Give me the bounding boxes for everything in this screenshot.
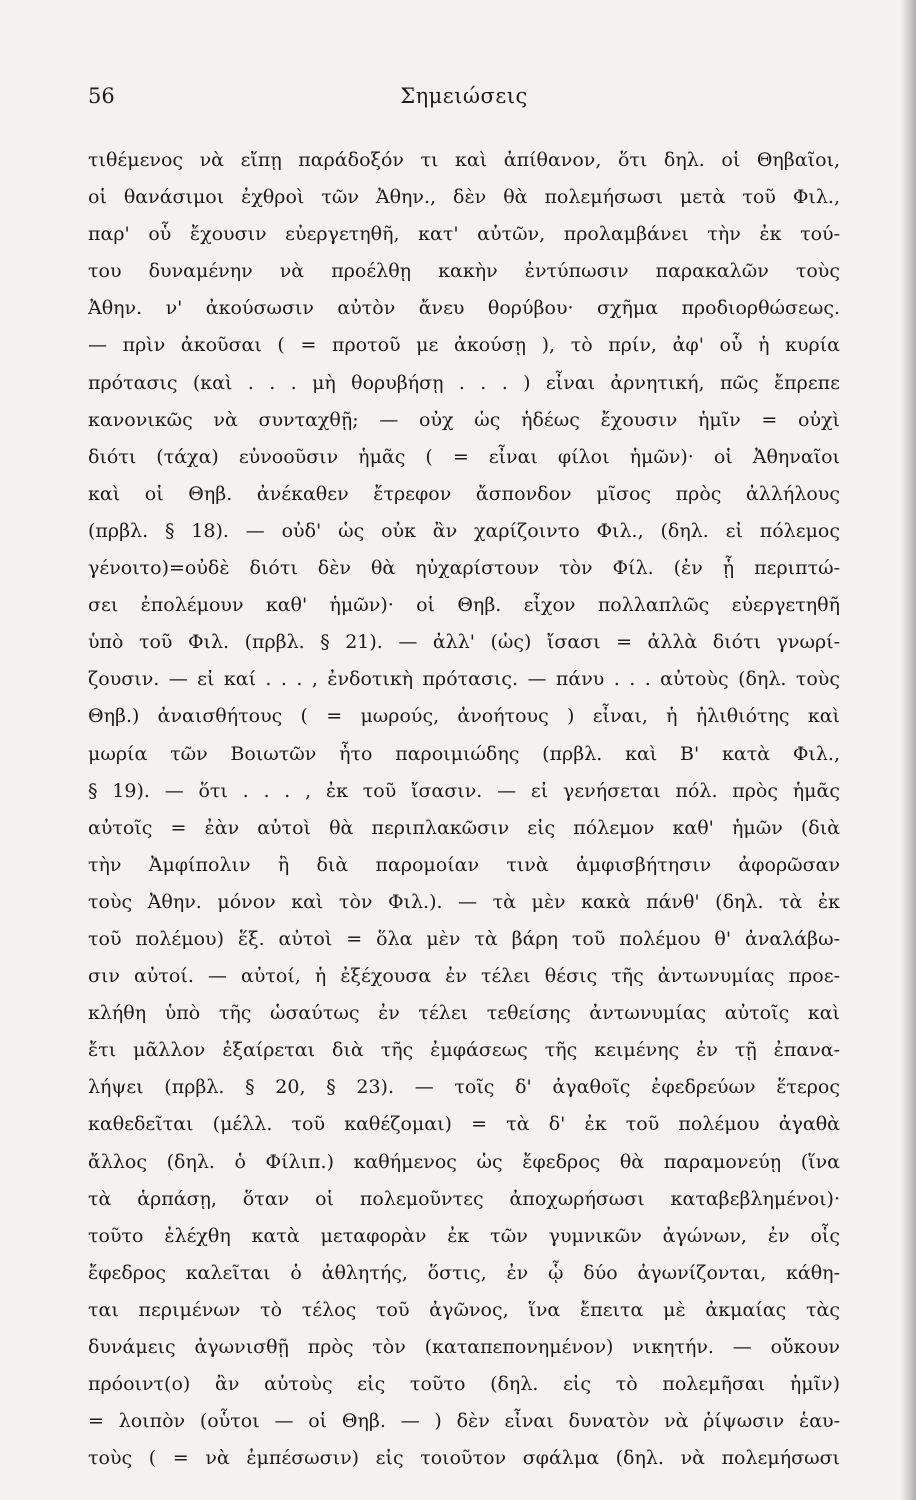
text-line: ἄλλος (δηλ. ὁ Φίλιπ.) καθήμενος ὡς ἔφεδρος θὰ παραμονεύῃ (ἵνα xyxy=(88,1150,840,1173)
text-line: καὶ οἱ Θηβ. ἀνέκαθεν ἔτρεφον ἄσπονδον μῖσος πρὸς ἀλλήλους xyxy=(88,482,840,505)
text-line: λήψει (πρβλ. § 20, § 23). — τοῖς δ' ἀγαθοῖς ἐφεδρεύων ἕτερος xyxy=(88,1076,840,1099)
text-line: δυνάμεις ἀγωνισθῇ πρὸς τὸν (καταπεπονημένον) νικητήν. — οὔκουν xyxy=(88,1336,840,1358)
page-number: 56 xyxy=(88,84,115,108)
text-line: τοὺς Ἀθην. μόνον καὶ τὸν Φιλ.). — τὰ μὲν κακὰ πάνθ' (δηλ. τὰ ἐκ xyxy=(88,890,840,913)
page-header xyxy=(88,78,840,114)
text-line: καθεδεῖται (μέλλ. τοῦ καθέζομαι) = τὰ δ' ἐκ τοῦ πολέμου ἀγαθὰ xyxy=(88,1113,840,1136)
text-line: τοῦ πολέμου) ἕξ. αὐτοὶ = ὅλα μὲν τὰ βάρη τοῦ πολέμου θ' ἀναλάβω- xyxy=(88,927,840,950)
text-line: σιν αὐτοί. — αὐτοί, ἡ ἐξέχουσα ἐν τέλει θέσις τῆς ἀντωνυμίας προε- xyxy=(88,965,840,988)
text-line: οἱ θανάσιμοι ἐχθροὶ τῶν Ἀθην., δὲν θὰ πολεμήσωσι μετὰ τοῦ Φιλ., xyxy=(88,186,840,209)
running-title: Σημειώσεις xyxy=(400,84,528,108)
text-line: τιθέμενος νὰ εἴπῃ παράδοξόν τι καὶ ἀπίθανον, ὅτι δηλ. οἱ Θηβαῖοι, xyxy=(88,149,840,171)
text-line: ἔτι μᾶλλον ἐξαίρεται διὰ τῆς ἐμφάσεως τῆς κειμένης ἐν τῇ ἐπανα- xyxy=(88,1039,840,1062)
text-line: τὴν Ἀμφίπολιν ἢ διὰ παρομοίαν τινὰ ἀμφισβήτησιν ἀφορῶσαν xyxy=(88,853,840,876)
text-line: τοῦτο ἐλέχθη κατὰ μεταφορὰν ἐκ τῶν γυμνικῶν ἀγώνων, ἐν οἷς xyxy=(88,1224,840,1247)
text-line: ὑπὸ τοῦ Φιλ. (πρβλ. § 21). — ἀλλ' (ὡς) ἴσασι = ἀλλὰ διότι γνωρί- xyxy=(88,631,840,654)
text-line: αὐτοῖς = ἐὰν αὐτοὶ θὰ περιπλακῶσιν εἰς πόλεμον καθ' ἡμῶν (διὰ xyxy=(88,816,840,839)
text-line: τὰ ἁρπάσῃ, ὅταν οἱ πολεμοῦντες ἀποχωρήσωσι καταβεβλημένοι)· xyxy=(88,1187,840,1210)
text-line: ζουσιν. — εἰ καί . . . , ἐνδοτικὴ πρότασις. — πάνυ . . . αὐτοὺς (δηλ. τοὺς xyxy=(88,668,840,691)
text-line: παρ' οὗ ἔχουσιν εὐεργετηθῆ, κατ' αὐτῶν, προλαμβάνει τὴν ἐκ τού- xyxy=(88,223,840,246)
text-line: μωρία τῶν Βοιωτῶν ἦτο παροιμιώδης (πρβλ. καὶ Β' κατὰ Φιλ., xyxy=(88,742,840,765)
page-edge-shadow xyxy=(900,0,916,1500)
text-line: Θηβ.) ἀναισθήτους ( = μωρούς, ἀνοήτους ) εἶναι, ἡ ἠλιθιότης καὶ xyxy=(88,705,840,728)
text-line: = λοιπὸν (οὗτοι — οἱ Θηβ. — ) δὲν εἶναι δυνατὸν νὰ ῥίψωσιν ἑαυ- xyxy=(88,1410,840,1433)
text-line: ἔφεδρος καλεῖται ὁ ἀθλητής, ὅστις, ἐν ᾧ δύο ἀγωνίζονται, κάθη- xyxy=(88,1261,840,1284)
text-line: σει ἐπολέμουν καθ' ἡμῶν)· οἱ Θηβ. εἶχον πολλαπλῶς εὐεργετηθῆ xyxy=(88,594,840,617)
text-line: Ἀθην. ν' ἀκούσωσιν αὐτὸν ἄνευ θορύβου· σχῆμα προδιορθώσεως. xyxy=(88,297,840,320)
text-line: γένοιτο)=οὐδὲ διότι δὲν θὰ ηὐχαρίστουν τὸν Φίλ. (ἐν ᾗ περιπτώ- xyxy=(88,557,840,580)
text-line: τοὺς ( = νὰ ἐμπέσωσιν) εἰς τοιοῦτον σφάλμα (δηλ. νὰ πολεμήσωσι xyxy=(88,1447,840,1470)
text-line: κλήθη ὑπὸ τῆς ὡσαύτως ἐν τέλει τεθείσης ἀντωνυμίας αὐτοῖς καὶ xyxy=(88,1002,840,1025)
text-line: (πρβλ. § 18). — οὐδ' ὡς οὐκ ἂν χαρίζοιντο Φιλ., (δηλ. εἰ πόλεμος xyxy=(88,519,840,542)
text-line: του δυναμένην νὰ προέλθῃ κακὴν ἐντύπωσιν παρακαλῶν τοὺς xyxy=(88,260,840,283)
notes-text xyxy=(88,142,840,1477)
text-line: ται περιμένων τὸ τέλος τοῦ ἀγῶνος, ἵνα ἔπειτα μὲ ἀκμαίας τὰς xyxy=(88,1298,840,1321)
text-line: κανονικῶς νὰ συνταχθῇ; — οὐχ ὡς ἡδέως ἔχουσιν ἡμῖν = οὐχὶ xyxy=(88,408,840,431)
text-line: § 19). — ὅτι . . . , ἐκ τοῦ ἴσασιν. — εἰ γενήσεται πόλ. πρὸς ἡμᾶς xyxy=(88,779,840,802)
text-line: πρότασις (καὶ . . . μὴ θορυβήσῃ . . . ) εἶναι ἀρνητική, πῶς ἔπρεπε xyxy=(88,371,840,394)
text-line: — πρὶν ἀκοῦσαι ( = προτοῦ με ἀκούσῃ ), τὸ πρίν, ἀφ' οὗ ἡ κυρία xyxy=(88,334,840,357)
text-line: διότι (τάχα) εὐνοοῦσιν ἡμᾶς ( = εἶναι φίλοι ἡμῶν)· οἱ Ἀθηναῖοι xyxy=(88,445,840,468)
text-line: πρόοιντ(ο) ἂν αὐτοὺς εἰς τοῦτο (δηλ. εἰς τὸ πολεμῆσαι ἡμῖν) xyxy=(88,1373,840,1396)
